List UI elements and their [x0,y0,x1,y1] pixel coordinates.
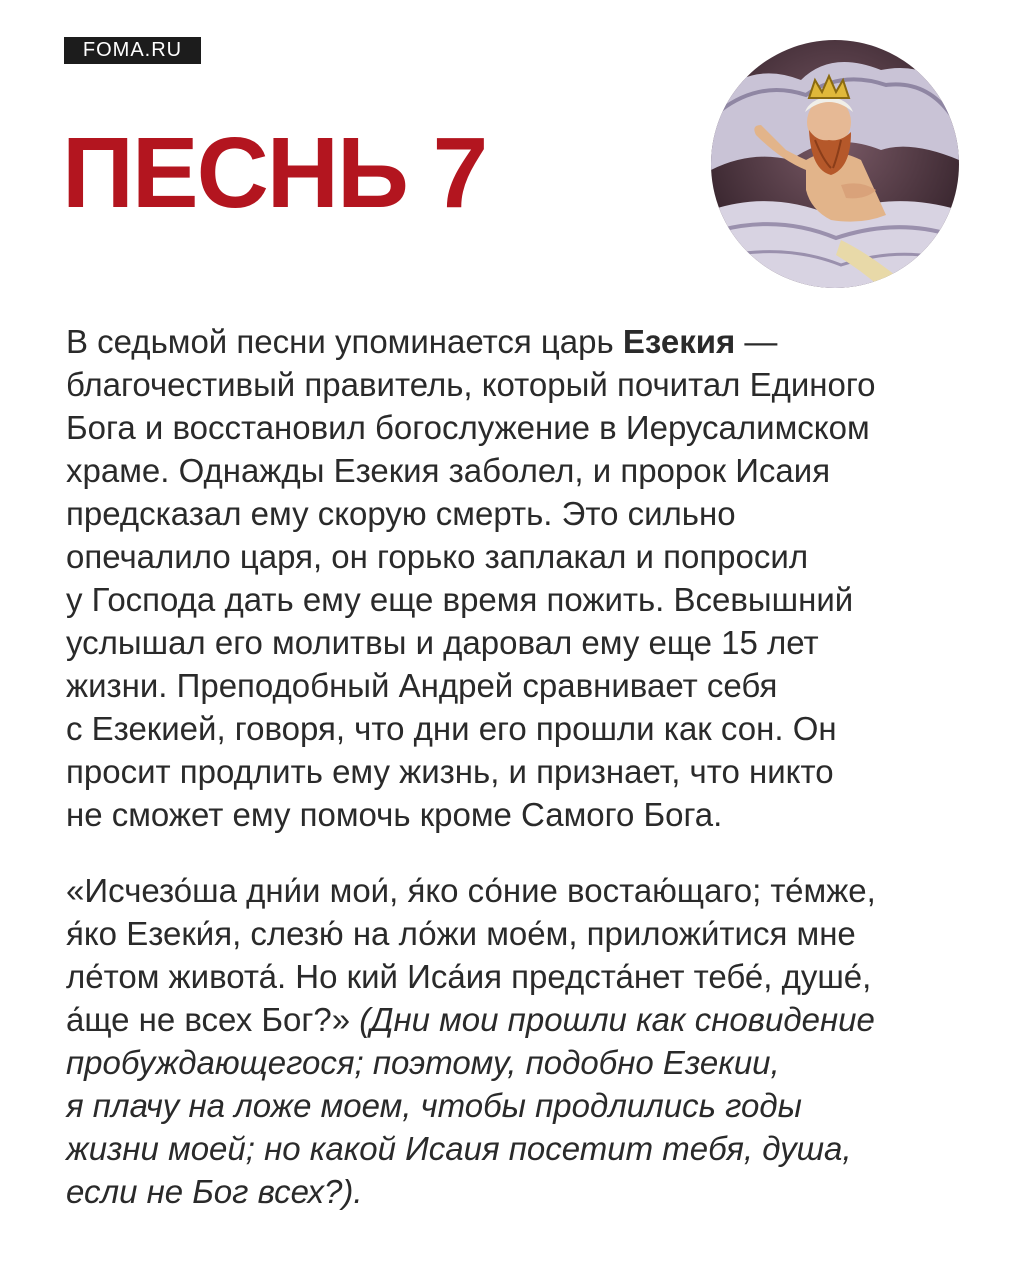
translation-text: жизни моей; но какой Исаия посетит тебя, душа, [66,1130,852,1167]
intro-line: у Господа дать ему еще время пожить. Всевышний [66,581,854,618]
intro-line: опечалило царя, он горько заплакал и попросил [66,538,809,575]
church-slavonic-quote [66,869,996,1213]
translation-line [66,1127,996,1170]
translation-start: (Дни мои прошли как сновидение [359,1001,875,1038]
translation-line [66,1084,996,1127]
intro-line: жизни. Преподобный Андрей сравнивает себя [66,667,778,704]
intro-line: не сможет ему помочь кроме Самого Бога. [66,796,723,833]
intro-line: с Езекией, говоря, что дни его прошли как сон. Он [66,710,837,747]
quote-line-4 [66,998,996,1041]
translation-text: если не Бог всех?). [66,1173,363,1210]
translation-line [66,1170,996,1213]
quote-line: ле́том живота́. Но кий Иса́ия предста́нет тебе́, душе́, [66,958,872,995]
intro-line: храме. Однажды Езекия заболел, и пророк Исаия [66,452,831,489]
hezekiah-portrait [711,40,959,288]
intro-line: благочестивый правитель, который почитал Единого [66,366,876,403]
quote-line: я́ко Езеки́я, слезю́ на ло́жи мое́м, приложи́тися мне [66,915,856,952]
page-title: ПЕСНЬ 7 [62,117,487,229]
intro-line: Бога и восстановил богослужение в Иерусалимском [66,409,870,446]
intro-line-1 [66,320,996,363]
foma-logo: FOMA.RU [64,37,201,64]
hezekiah-name-bold: Езекия [622,323,736,360]
translation-text: пробуждающегося; поэтому, подобно Езекии, [66,1044,780,1081]
intro-paragraph [66,320,996,836]
translation-text: я плачу на ложе моем, чтобы продлились годы [66,1087,802,1124]
intro-line: просит продлить ему жизнь, и признает, что никто [66,753,834,790]
quote-line: «Исчезо́ша дни́и мои́, я́ко со́ние востаю́щаго; те́мже, [66,872,876,909]
intro-line-1-dash: — [735,323,778,360]
intro-line: предсказал ему скорую смерть. Это сильно [66,495,736,532]
intro-line: услышал его молитвы и даровал ему еще 15 лет [66,624,819,661]
translation-line [66,1041,996,1084]
king-hezekiah-on-sickbed-illustration [711,40,959,288]
quote-line-4-text: а́ще не всех Бог?» [66,1001,360,1038]
intro-line-1-text: В седьмой песни упоминается царь [66,323,623,360]
